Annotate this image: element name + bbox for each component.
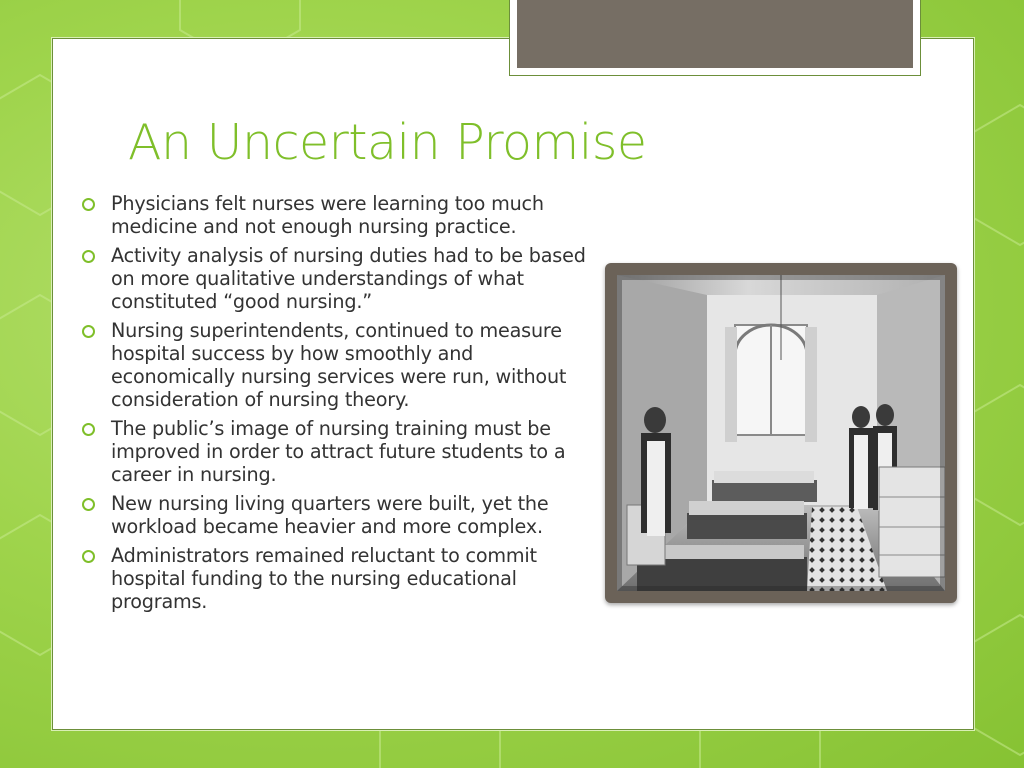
bullet-item [80, 544, 600, 613]
slide-title: An Uncertain Promise [128, 114, 647, 171]
circle-bullet-icon [82, 325, 95, 338]
bullet-text: The public’s image of nursing training must be improved in order to attract future students to a career in nursing. [111, 417, 566, 486]
ward-illustration [617, 275, 945, 591]
circle-bullet-icon [82, 198, 95, 211]
bullet-text: Physicians felt nurses were learning too much medicine and not enough nursing practice. [111, 192, 544, 238]
bullet-list [80, 192, 600, 619]
bullet-item [80, 417, 600, 486]
bullet-text: Activity analysis of nursing duties had to be based on more qualitative understandings of what constituted “good nursing.” [111, 244, 586, 313]
circle-bullet-icon [82, 498, 95, 511]
circle-bullet-icon [82, 550, 95, 563]
bullet-item [80, 244, 600, 313]
circle-bullet-icon [82, 250, 95, 263]
circle-bullet-icon [82, 423, 95, 436]
top-decorative-tab [509, 0, 921, 76]
top-tab-fill [517, 0, 913, 68]
photo-frame [605, 263, 957, 603]
hospital-ward-photo [617, 275, 945, 591]
bullet-item [80, 319, 600, 411]
bullet-item [80, 192, 600, 238]
bullet-text: New nursing living quarters were built, yet the workload became heavier and more complex. [111, 492, 549, 538]
bullet-item [80, 492, 600, 538]
bullet-text: Administrators remained reluctant to commit hospital funding to the nursing educational programs. [111, 544, 537, 613]
bullet-text: Nursing superintendents, continued to measure hospital success by how smoothly and economically nursing services were run, without consideration of nursing theory. [111, 319, 567, 411]
